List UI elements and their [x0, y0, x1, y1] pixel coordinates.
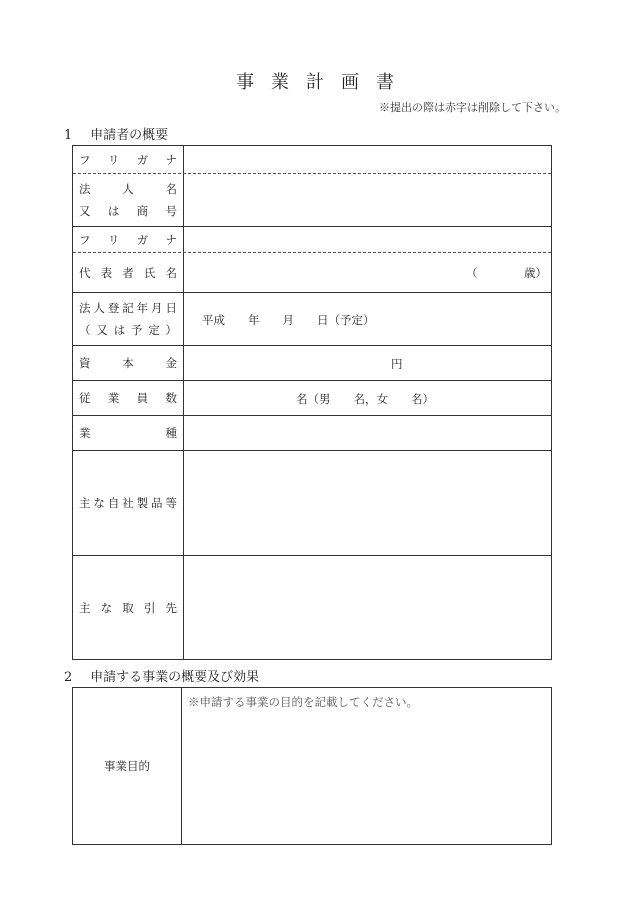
- registration-date-template: 平成 年 月 日（予定）: [202, 313, 375, 327]
- label-char: 引: [143, 600, 156, 615]
- label-char: 又: [79, 204, 91, 219]
- row-capital: [73, 345, 551, 380]
- field-business-purpose[interactable]: ※申請する事業の目的を記載してください。: [188, 695, 418, 709]
- label-char: フ: [79, 232, 91, 247]
- label-char: は: [113, 323, 126, 338]
- label-text: [79, 425, 177, 441]
- label-char: 品: [151, 496, 163, 510]
- row-employees: [73, 380, 551, 415]
- label-char: 主: [79, 496, 91, 510]
- label-char: ）: [165, 323, 177, 338]
- label-char: 社: [122, 496, 134, 510]
- label-char: 業: [79, 426, 91, 440]
- label-char: 自: [107, 496, 120, 510]
- label-char: 登: [107, 300, 120, 315]
- label-text: [79, 390, 177, 406]
- label-char: ガ: [136, 152, 149, 167]
- section-2-heading: [64, 666, 259, 685]
- label-business-purpose: 事業目的: [73, 688, 182, 844]
- label-char: 名: [165, 181, 177, 196]
- label-char: な: [100, 600, 113, 615]
- section-1-heading: [64, 124, 168, 143]
- row-furigana-corp: [73, 146, 551, 173]
- row-rep-name: [73, 252, 551, 292]
- section-2-number: 2: [64, 670, 73, 685]
- row-corp-name: [73, 173, 551, 226]
- label-char: 本: [122, 356, 134, 370]
- label-char: 人: [93, 300, 105, 315]
- field-capital[interactable]: [184, 346, 551, 380]
- capital-unit: 円: [391, 357, 403, 371]
- business-purpose-table: [72, 687, 552, 845]
- label-text: [79, 355, 177, 371]
- label-char: フ: [79, 152, 91, 167]
- label-char: 予: [130, 323, 143, 338]
- field-main-clients[interactable]: [184, 556, 551, 659]
- label-text: [79, 152, 177, 168]
- field-registration-date[interactable]: [184, 293, 551, 345]
- label-text: [79, 265, 177, 281]
- label-char: 取: [122, 600, 134, 615]
- row-main-clients: [73, 555, 551, 659]
- label-rep-name: [73, 253, 184, 292]
- label-furigana-rep: [73, 227, 184, 252]
- label-registration-date: [73, 293, 184, 345]
- label-char: 人: [122, 181, 134, 196]
- label-text: [79, 322, 177, 338]
- label-capital: [73, 346, 184, 380]
- row-registration-date: [73, 292, 551, 345]
- row-industry: [73, 415, 551, 450]
- field-corp-name[interactable]: [184, 174, 551, 226]
- label-furigana-corp: [73, 146, 184, 173]
- label-char: ナ: [165, 152, 177, 167]
- row-furigana-rep: [73, 226, 551, 252]
- submission-note: ※提出の際は赤字は削除して下さい。: [379, 101, 566, 114]
- label-main-products: [73, 451, 184, 555]
- label-text: [79, 495, 177, 511]
- label-char: リ: [107, 152, 120, 167]
- label-char: 数: [165, 391, 177, 405]
- label-char: は: [107, 204, 120, 219]
- label-char: 従: [79, 391, 91, 405]
- label-char: （: [79, 323, 91, 338]
- age-open-paren: （: [466, 266, 478, 280]
- label-char: 金: [165, 356, 177, 370]
- field-furigana-corp[interactable]: [184, 146, 551, 173]
- label-char: 等: [165, 496, 177, 510]
- label-text: [79, 300, 177, 316]
- label-industry: [73, 416, 184, 450]
- label-employees: [73, 381, 184, 415]
- label-char: ガ: [136, 232, 149, 247]
- field-main-products[interactable]: [184, 451, 551, 555]
- section-1-title: 申請者の概要: [90, 128, 169, 143]
- label-char: 号: [165, 204, 177, 219]
- label-text: [79, 232, 177, 248]
- field-furigana-rep[interactable]: [184, 227, 551, 252]
- label-text: [79, 600, 177, 616]
- label-char: 主: [79, 600, 91, 615]
- label-corp-name: [73, 174, 184, 226]
- label-char: 日: [165, 300, 177, 315]
- label-char: 氏: [143, 265, 156, 280]
- document-title: 事業計画書: [236, 72, 411, 93]
- label-char: 月: [151, 300, 163, 315]
- label-char: 記: [122, 300, 134, 315]
- section-1-number: 1: [64, 128, 73, 143]
- label-char: 代: [79, 265, 91, 280]
- applicant-overview-table: [72, 145, 552, 660]
- row-main-products: [73, 450, 551, 555]
- label-char: 員: [136, 391, 149, 405]
- label-char: 年: [136, 300, 149, 315]
- field-rep-name[interactable]: [184, 253, 551, 292]
- employees-template: 名（男 名，女 名）: [296, 392, 434, 406]
- label-char: 製: [136, 496, 149, 510]
- field-industry[interactable]: [184, 416, 551, 450]
- label-main-clients: [73, 556, 184, 659]
- label-char: 表: [100, 265, 113, 280]
- label-char: 名: [165, 265, 177, 280]
- label-text: [79, 203, 177, 219]
- field-employees[interactable]: [184, 381, 551, 415]
- label-char: ナ: [165, 232, 177, 247]
- label-char: な: [93, 496, 105, 510]
- label-char: 又: [96, 323, 108, 338]
- section-2-title: 申請する事業の概要及び効果: [90, 670, 260, 685]
- label-text: [79, 181, 177, 197]
- label-char: 法: [79, 300, 91, 315]
- label-char: 資: [79, 356, 91, 370]
- label-char: 先: [165, 600, 177, 615]
- label-char: 者: [122, 265, 134, 280]
- label-char: 法: [79, 181, 91, 196]
- age-label: 歳）: [524, 266, 547, 280]
- label-char: 業: [107, 391, 120, 405]
- label-char: 種: [165, 426, 177, 440]
- label-char: 定: [148, 323, 160, 338]
- label-char: 商: [136, 204, 149, 219]
- label-char: リ: [107, 232, 120, 247]
